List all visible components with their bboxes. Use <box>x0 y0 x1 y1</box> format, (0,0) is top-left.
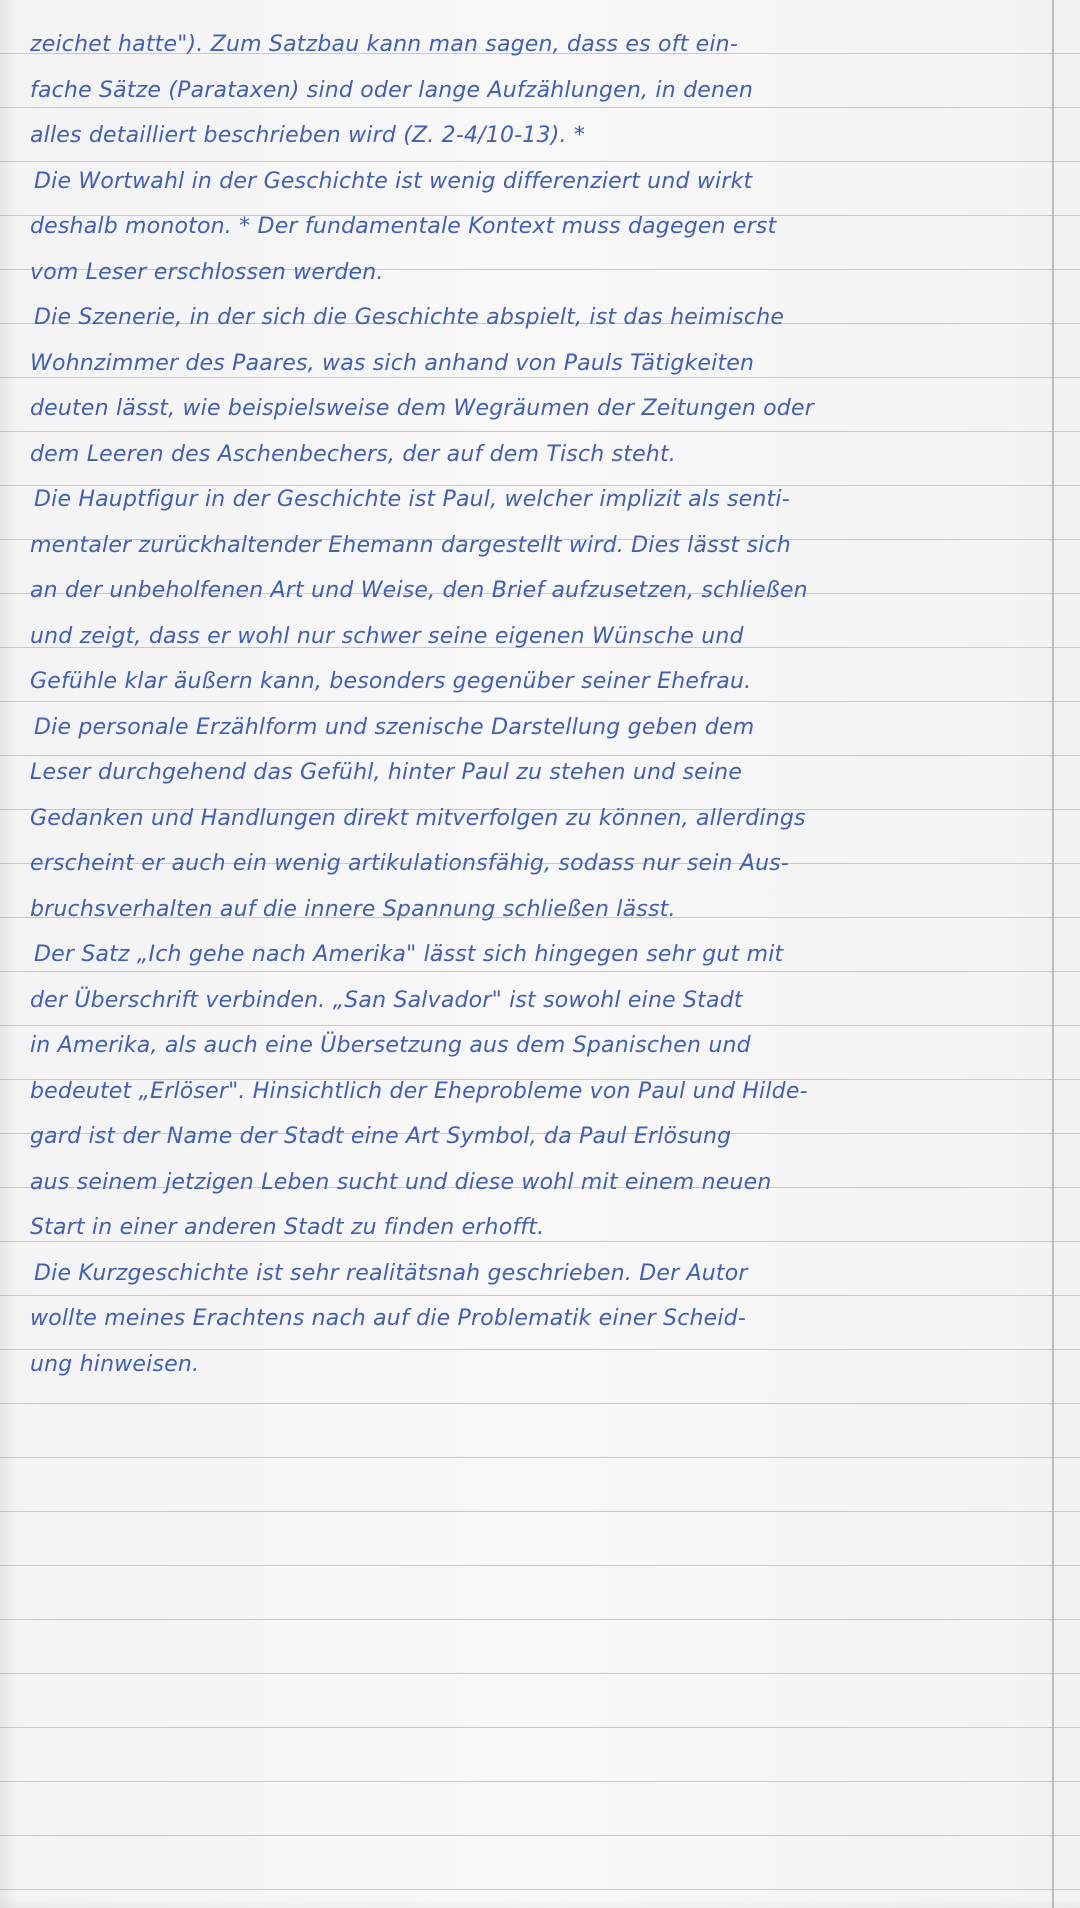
text-line: Der Satz „Ich gehe nach Amerika" lässt sich hingegen sehr gut mit <box>34 942 784 967</box>
text-line: Gedanken und Handlungen direkt mitverfolgen zu können, allerdings <box>30 805 806 831</box>
text-line: Leser durchgehend das Gefühl, hinter Paul zu stehen und seine <box>30 760 743 785</box>
text-line: vom Leser erschlossen werden. <box>30 259 384 285</box>
page-bottom-shade <box>0 1900 1080 1908</box>
text-line: fache Sätze (Parataxen) sind oder lange Aufzählungen, in denen <box>30 77 753 103</box>
text-line: Die Szenerie, in der sich die Geschichte abspielt, ist das heimische <box>34 305 785 330</box>
text-line: Die personale Erzählform und szenische Darstellung geben dem <box>34 714 755 740</box>
text-line: Gefühle klar äußern kann, besonders gegenüber seiner Ehefrau. <box>30 669 752 694</box>
binding-shadow <box>0 0 16 1908</box>
handwritten-text <box>30 22 1040 1387</box>
text-line: zeichet hatte"). Zum Satzbau kann man sagen, dass es oft ein- <box>30 32 738 57</box>
text-line: bedeutet „Erlöser". Hinsichtlich der Eheprobleme von Paul und Hilde- <box>30 1078 808 1104</box>
text-line: aus seinem jetzigen Leben sucht und diese wohl mit einem neuen <box>30 1169 772 1195</box>
margin-line <box>1052 0 1054 1908</box>
text-line: wollte meines Erachtens nach auf die Problematik einer Scheid- <box>30 1306 746 1331</box>
text-line: Die Kurzgeschichte ist sehr realitätsnah geschrieben. Der Autor <box>34 1260 748 1286</box>
text-line: mentaler zurückhaltender Ehemann dargestellt wird. Dies lässt sich <box>30 532 791 558</box>
text-line: dem Leeren des Aschenbechers, der auf dem Tisch steht. <box>30 441 676 467</box>
text-line: Die Wortwahl in der Geschichte ist wenig differenziert und wirkt <box>34 168 753 194</box>
text-line: der Überschrift verbinden. „San Salvador" ist sowohl eine Stadt <box>30 987 743 1013</box>
text-line: und zeigt, dass er wohl nur schwer seine eigenen Wünsche und <box>30 623 744 649</box>
text-line: deshalb monoton. * Der fundamentale Kontext muss dagegen erst <box>30 214 777 239</box>
text-line: deuten lässt, wie beispielsweise dem Wegräumen der Zeitungen oder <box>30 396 814 421</box>
text-line: Wohnzimmer des Paares, was sich anhand von Pauls Tätigkeiten <box>30 350 755 376</box>
text-line: alles detailliert beschrieben wird (Z. 2-4/10-13). * <box>30 123 586 148</box>
text-line: erscheint er auch ein wenig artikulationsfähig, sodass nur sein Aus- <box>30 851 790 876</box>
text-line: gard ist der Name der Stadt eine Art Symbol, da Paul Erlösung <box>30 1124 732 1149</box>
text-line: in Amerika, als auch eine Übersetzung aus dem Spanischen und <box>30 1033 751 1058</box>
text-line: ung hinweisen. <box>30 1351 200 1377</box>
text-line: Die Hauptfigur in der Geschichte ist Paul, welcher implizit als senti- <box>34 487 790 512</box>
text-line: bruchsverhalten auf die innere Spannung schließen lässt. <box>30 896 676 922</box>
text-line: Start in einer anderen Stadt zu finden erhofft. <box>30 1215 545 1240</box>
text-line: an der unbeholfenen Art und Weise, den Brief aufzusetzen, schließen <box>30 578 808 603</box>
